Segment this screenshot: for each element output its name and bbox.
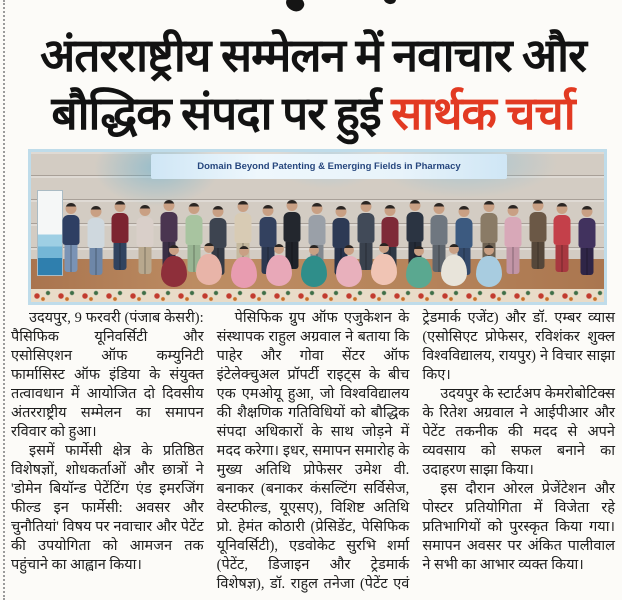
person-seated bbox=[161, 245, 187, 287]
person-head bbox=[344, 245, 354, 255]
person-legs bbox=[556, 245, 569, 272]
headline-line2 bbox=[10, 85, 616, 143]
person-seated bbox=[196, 243, 222, 285]
article-paragraph: उदयपुर के स्टार्टअप केमरोबोटिक्स के रितेश अग्रवाल ने आईपीआर और पेटेंट तकनीक की मदद से अपने व्यवसाय को सफल बनाने का उदाहरण साझा किया। bbox=[422, 386, 615, 478]
person-torso bbox=[112, 213, 129, 243]
person-head bbox=[484, 245, 494, 255]
person-torso bbox=[161, 212, 178, 242]
person-seated bbox=[406, 246, 432, 288]
person-head bbox=[532, 200, 543, 211]
person-saree bbox=[301, 256, 327, 287]
person-standing bbox=[136, 205, 153, 274]
person-torso bbox=[87, 218, 104, 248]
event-standee bbox=[37, 190, 63, 276]
person-standing bbox=[529, 200, 546, 269]
person-head bbox=[169, 245, 179, 255]
person-torso bbox=[505, 217, 522, 247]
headline-accent: सार्थक चर्चा bbox=[391, 88, 575, 140]
person-torso bbox=[357, 213, 374, 243]
person-head bbox=[262, 205, 273, 216]
person-head bbox=[336, 206, 347, 217]
person-head bbox=[66, 203, 77, 214]
person-torso bbox=[431, 215, 448, 245]
person-standing bbox=[505, 205, 522, 274]
article-paragraph: इसमें फार्मेसी क्षेत्र के प्रतिष्ठित विशेषज्ञों, शोधकर्ताओं और छात्रों ने 'डोमेन बियॉन्ड पेटेंटिंग एंड इमरजिंग फील्ड इन फार्मेसी: अवसर और चुनौतियां' विषय पर नवाचार और पेटेंट की उपयोगिता को आमजन तक पहुंचाने का आह्वान किया। bbox=[11, 443, 204, 573]
person-standing bbox=[554, 203, 571, 272]
person-head bbox=[213, 206, 224, 217]
person-head bbox=[238, 201, 249, 212]
print-artifact bbox=[283, 0, 306, 15]
article-text bbox=[11, 309, 615, 597]
person-head bbox=[164, 200, 175, 211]
person-saree bbox=[266, 255, 292, 286]
person-torso bbox=[480, 213, 497, 243]
person-legs bbox=[89, 248, 102, 275]
person-standing bbox=[578, 206, 595, 275]
person-torso bbox=[235, 213, 252, 243]
person-head bbox=[287, 200, 298, 211]
person-head bbox=[90, 206, 101, 217]
person-head bbox=[360, 201, 371, 212]
person-seated bbox=[371, 243, 397, 285]
person-seated bbox=[301, 245, 327, 287]
person-torso bbox=[529, 212, 546, 242]
person-head bbox=[483, 201, 494, 212]
article-headline bbox=[10, 27, 616, 143]
column-rule bbox=[3, 0, 5, 600]
person-head bbox=[115, 201, 126, 212]
person-head bbox=[239, 246, 249, 256]
person-torso bbox=[259, 217, 276, 247]
person-head bbox=[557, 203, 568, 214]
person-head bbox=[188, 203, 199, 214]
person-saree bbox=[406, 257, 432, 288]
person-torso bbox=[185, 215, 202, 245]
person-head bbox=[204, 243, 214, 253]
person-saree bbox=[441, 255, 467, 286]
person-torso bbox=[63, 215, 80, 245]
person-saree bbox=[476, 256, 502, 287]
person-head bbox=[379, 243, 389, 253]
person-saree bbox=[371, 254, 397, 285]
person-torso bbox=[406, 212, 423, 242]
person-legs bbox=[531, 242, 544, 269]
person-head bbox=[139, 205, 150, 216]
person-head bbox=[434, 203, 445, 214]
person-saree bbox=[161, 256, 187, 287]
person-torso bbox=[308, 215, 325, 245]
person-torso bbox=[284, 212, 301, 242]
person-seated bbox=[476, 245, 502, 287]
person-standing bbox=[112, 201, 129, 270]
print-artifact bbox=[383, 0, 398, 6]
person-saree bbox=[336, 256, 362, 287]
person-head bbox=[309, 245, 319, 255]
person-legs bbox=[114, 243, 127, 270]
article-paragraph: इस दौरान ओरल प्रेजेंटेशन और पोस्टर प्रतियोगिता में विजेता रहे प्रतिभागियों को पुरस्कृत किया गया। समापन अवसर पर अंकित पालीवाल ने सभी का आभार व्यक्त किया। bbox=[422, 481, 615, 573]
person-torso bbox=[578, 218, 595, 248]
person-legs bbox=[507, 247, 520, 274]
article-paragraph: उदयपुर, 9 फरवरी (पंजाब केसरी): पैसिफिक यूनिवर्सिटी और एसोसिएशन ऑफ कम्युनिटी फार्मासिस्ट ऑफ इंडिया के संयुक्त तत्वावधान में आयोजित दो दिवसीय अंतरराष्ट्रीय सम्मेलन का समापन रविवार को हुआ। bbox=[11, 310, 204, 440]
headline-line1: अंतरराष्ट्रीय सम्मेलन में नवाचार और bbox=[40, 30, 586, 82]
photo-people bbox=[31, 152, 604, 302]
person-head bbox=[508, 205, 519, 216]
person-legs bbox=[65, 245, 78, 272]
person-head bbox=[274, 244, 284, 254]
person-head bbox=[449, 244, 459, 254]
conference-group-photo bbox=[28, 149, 607, 305]
person-legs bbox=[138, 247, 151, 274]
headline-line2-black: बौद्धिक संपदा पर हुई bbox=[51, 88, 392, 140]
person-head bbox=[581, 206, 592, 217]
person-seated bbox=[231, 246, 257, 288]
person-head bbox=[459, 206, 470, 217]
person-head bbox=[311, 203, 322, 214]
person-head bbox=[414, 246, 424, 256]
person-legs bbox=[580, 248, 593, 275]
person-head bbox=[409, 200, 420, 211]
person-standing bbox=[63, 203, 80, 272]
person-seated bbox=[336, 245, 362, 287]
person-torso bbox=[136, 217, 153, 247]
person-head bbox=[385, 205, 396, 216]
person-seated bbox=[441, 244, 467, 286]
person-torso bbox=[333, 218, 350, 248]
person-seated bbox=[266, 244, 292, 286]
person-standing bbox=[87, 206, 104, 275]
person-saree bbox=[196, 254, 222, 285]
article-paragraph: पेसिफिक ग्रुप ऑफ एजुकेशन के संस्थापक राहुल अग्रवाल ने बताया कि पाहेर और गोवा सेंटर ऑफ इंटेलेक्चुअल प्रॉपर्टी राइट्स के बीच एक एमओयू हुआ, जो विश्वविद्यालय की शैक्षणिक गतिविधियों को बौद्धिक संपदा अधिकारों के साथ जोड़ने में मदद करेगा। इधर, समापन समारोह के मुख्य अतिथि प्रोफेसर उमेश वी. बनाकर (बनाकर कंसल्टिंग सर्विसेज, वेस्टफील्ड, यूएसए), विशिष्ट अतिथि प्रो. हेमंत कोठारी (प्रेसिडेंट, पेसिफिक यूनिवर्सिटी), एडवोकेट सुरभि शर्मा (पेटेंट, डिजाइन और ट्रेडमार्क विशेषज्ञ), डॉ. राहुल तनेजा (पेटेंट एवं ट्रेडमार्क एजेंट) और डॉ. एम्बर व्यास (एसोसिएट प्रोफेसर, रविशंकर शुक्ल विश्वविद्यालय, रायपुर) ने विचार साझा किए। bbox=[216, 310, 615, 592]
person-torso bbox=[554, 215, 571, 245]
conference-banner: Domain Beyond Patenting & Emerging Fields in Pharmacy bbox=[151, 154, 506, 179]
person-saree bbox=[231, 257, 257, 288]
